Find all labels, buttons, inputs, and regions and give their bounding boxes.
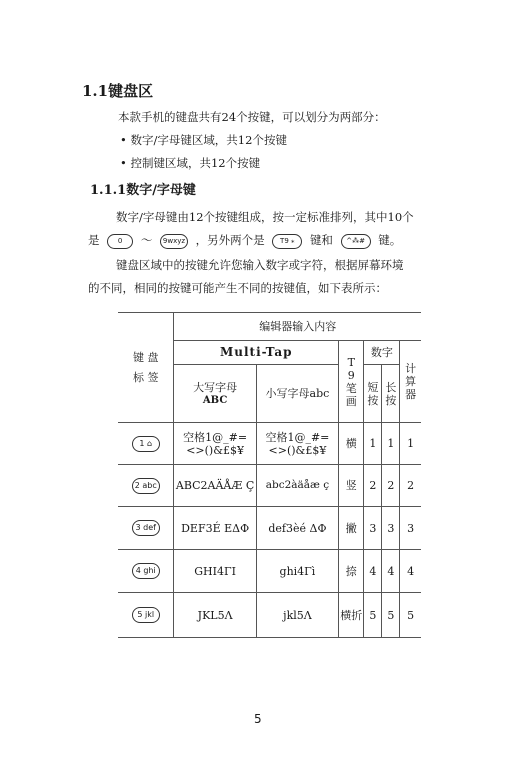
- key-1-cell: [118, 423, 174, 465]
- text-segment: ，另外两个是: [195, 233, 265, 247]
- long-cell: 2: [382, 465, 400, 507]
- calc-cell: 2: [400, 465, 421, 507]
- key-star-icon: T9 ⁎: [272, 234, 302, 249]
- long-cell: 5: [382, 593, 400, 638]
- short-cell: 3: [364, 507, 382, 550]
- upper-cell: 空格1@_#= <>()&£$¥: [174, 423, 256, 465]
- calc-cell: 1: [400, 423, 421, 465]
- bullet-item: • 数字/字母键区域，共12个按键: [120, 133, 287, 147]
- lower-case-header: 小写字母abc: [256, 365, 338, 423]
- t9-cell: 横: [339, 423, 364, 465]
- table-row: [118, 423, 421, 465]
- t9-cell: 撇: [339, 507, 364, 550]
- long-cell: 4: [382, 550, 400, 593]
- t9-cell: 竖: [339, 465, 364, 507]
- upper-cell: GHI4ΓI: [174, 550, 256, 593]
- short-cell: 1: [364, 423, 382, 465]
- lower-cell: abc2àäåæ ç: [256, 465, 338, 507]
- text-segment: 键。: [378, 233, 402, 247]
- short-cell: 4: [364, 550, 382, 593]
- key-hash-icon: ^⁂#: [341, 234, 371, 249]
- calc-cell: 3: [400, 507, 421, 550]
- paragraph-1-line-2: [88, 233, 401, 249]
- tilde: ～: [140, 233, 153, 247]
- editor-input-header: 编辑器输入内容: [174, 313, 421, 341]
- calc-cell: 5: [400, 593, 421, 638]
- key-5-icon: 5 jkl: [132, 607, 160, 623]
- key-1-icon: 1 ⌂: [132, 436, 160, 452]
- key-9-icon: 9wxyz: [160, 234, 188, 249]
- long-cell: 1: [382, 423, 400, 465]
- key-2-cell: [118, 465, 174, 507]
- long-press-header: 长按: [382, 365, 400, 423]
- lower-cell: ghi4Γì: [256, 550, 338, 593]
- key-5-cell: [118, 593, 174, 638]
- lower-cell: 空格1@_#= <>()&£$¥: [256, 423, 338, 465]
- t9-cell: 横折: [339, 593, 364, 638]
- short-press-header: 短按: [364, 365, 382, 423]
- key-2-icon: 2 abc: [132, 478, 160, 494]
- upper-cell: ABC2AÄÅÆ Ç: [174, 465, 256, 507]
- paragraph-1-line-1: 数字/字母键由12个按键组成，按一定标准排列，其中10个: [116, 210, 414, 224]
- calc-cell: 4: [400, 550, 421, 593]
- table-row: [118, 550, 421, 593]
- short-cell: 2: [364, 465, 382, 507]
- table-row: [118, 593, 421, 638]
- key-label-header: 键 盘 标 签: [118, 313, 174, 423]
- upper-case-header: 大写字母 ABC: [174, 365, 256, 423]
- long-cell: 3: [382, 507, 400, 550]
- text-segment: 是: [88, 233, 100, 247]
- key-3-cell: [118, 507, 174, 550]
- short-cell: 5: [364, 593, 382, 638]
- text-segment: 键和: [309, 233, 333, 247]
- lower-cell: def3èé ΔΦ: [256, 507, 338, 550]
- section-heading-1-1: 1.1键盘区: [82, 82, 154, 100]
- multitap-header: Multi-Tap: [174, 341, 339, 365]
- lower-cell: jkl5Λ: [256, 593, 338, 638]
- key-0-icon: 0: [107, 234, 133, 249]
- table-row: [118, 465, 421, 507]
- t9-stroke-header: T9 笔画: [339, 341, 364, 423]
- bullet-item: • 控制键区域，共12个按键: [120, 156, 261, 170]
- upper-cell: JKL5Λ: [174, 593, 256, 638]
- table-row: [118, 507, 421, 550]
- t9-cell: 捺: [339, 550, 364, 593]
- upper-cell: DEF3É EΔΦ: [174, 507, 256, 550]
- key-mapping-table: [118, 312, 421, 638]
- paragraph-2-line-2: 的不同，相同的按键可能产生不同的按键值，如下表所示：: [88, 281, 387, 295]
- paragraph-2-line-1: 键盘区域中的按键允许您输入数字或字符，根据屏幕环境: [116, 258, 404, 272]
- digit-header: 数字: [364, 341, 400, 365]
- intro-paragraph: 本款手机的键盘共有24个按键，可以划分为两部分：: [118, 110, 386, 124]
- page-number: 5: [254, 712, 262, 726]
- section-heading-1-1-1: 1.1.1数字/字母键: [90, 183, 196, 198]
- calculator-header: 计算器: [400, 341, 421, 423]
- key-4-icon: 4 ghi: [132, 563, 160, 579]
- key-4-cell: [118, 550, 174, 593]
- key-3-icon: 3 def: [132, 520, 160, 536]
